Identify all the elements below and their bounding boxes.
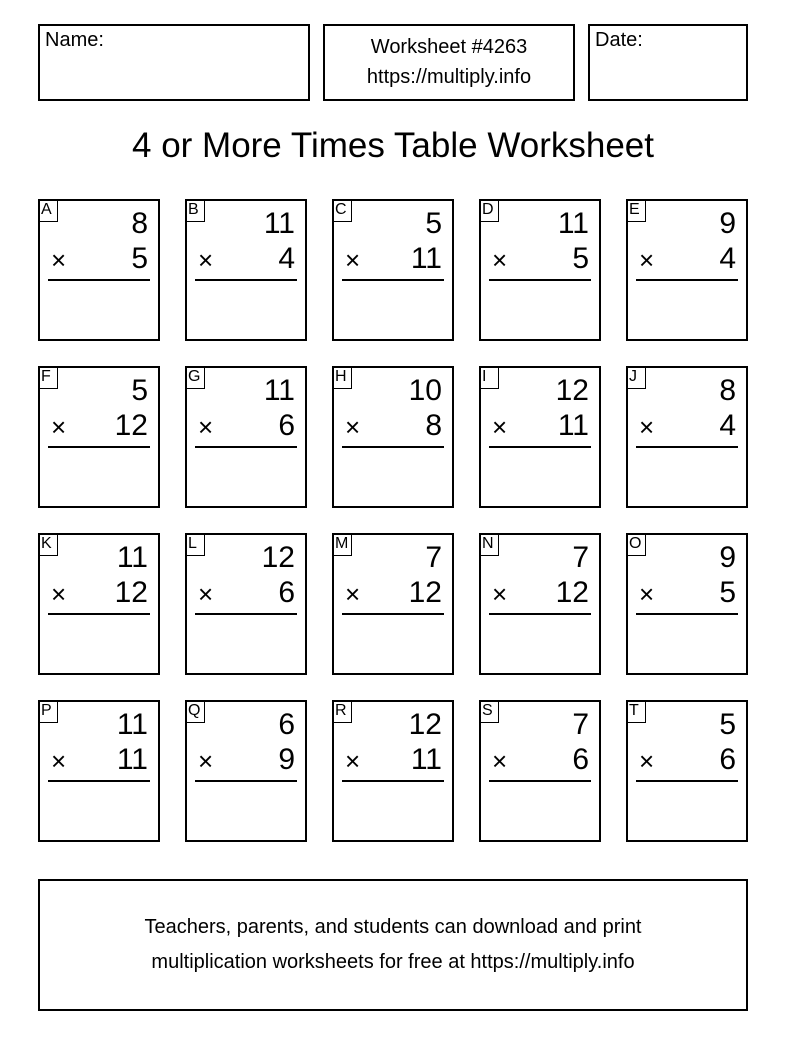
problem-box [332, 700, 454, 842]
multiplier: 5 [572, 242, 589, 275]
problem-letter: Q [185, 700, 205, 723]
problem-box [479, 700, 601, 842]
multiplier: 4 [719, 409, 736, 442]
multiplier: 8 [425, 409, 442, 442]
multiplicand: 9 [719, 207, 736, 240]
answer-line [342, 279, 444, 281]
problem-box [479, 533, 601, 675]
name-label: Name: [45, 29, 104, 51]
problem-letter: K [38, 533, 58, 556]
problem-box [626, 700, 748, 842]
problem-letter: O [626, 533, 646, 556]
multiplier: 12 [408, 576, 442, 609]
multiplier: 6 [719, 743, 736, 776]
problem-letter: R [332, 700, 352, 723]
problem-letter: N [479, 533, 499, 556]
answer-line [489, 279, 591, 281]
footer-line-1: Teachers, parents, and students can download and print [144, 916, 642, 938]
times-symbol: × [492, 579, 508, 609]
times-symbol: × [639, 245, 655, 275]
problem-letter: J [626, 366, 646, 389]
times-symbol: × [639, 579, 655, 609]
answer-line [48, 279, 150, 281]
multiplier: 6 [278, 576, 295, 609]
times-symbol: × [345, 579, 361, 609]
problem-letter: F [38, 366, 58, 389]
multiplicand: 10 [408, 374, 442, 407]
times-symbol: × [639, 412, 655, 442]
times-symbol: × [492, 245, 508, 275]
problem-box [185, 533, 307, 675]
problem-letter: E [626, 199, 646, 222]
answer-line [195, 279, 297, 281]
worksheet-url: https://multiply.info [366, 66, 532, 88]
problem-letter: I [479, 366, 499, 389]
problem-box [38, 199, 160, 341]
answer-line [636, 446, 738, 448]
problem-box [185, 366, 307, 508]
multiplier: 5 [719, 576, 736, 609]
name-field-box [38, 24, 310, 101]
answer-line [48, 613, 150, 615]
problem-box [332, 199, 454, 341]
multiplier: 9 [278, 743, 295, 776]
multiplicand: 12 [261, 541, 295, 574]
multiplicand: 11 [557, 207, 589, 240]
multiplier: 11 [410, 242, 442, 275]
answer-line [48, 780, 150, 782]
times-symbol: × [51, 579, 67, 609]
times-symbol: × [51, 245, 67, 275]
worksheet-number: Worksheet #4263 [370, 36, 528, 58]
times-symbol: × [198, 746, 214, 776]
problem-box [479, 199, 601, 341]
times-symbol: × [492, 412, 508, 442]
worksheet-info-box [323, 24, 575, 101]
date-label: Date: [595, 29, 643, 51]
problem-letter: T [626, 700, 646, 723]
multiplicand: 11 [116, 708, 148, 741]
problem-letter: C [332, 199, 352, 222]
problem-letter: L [185, 533, 205, 556]
problem-letter: G [185, 366, 205, 389]
answer-line [195, 613, 297, 615]
multiplier: 12 [114, 576, 148, 609]
problem-box [332, 366, 454, 508]
answer-line [636, 613, 738, 615]
answer-line [636, 279, 738, 281]
multiplier: 11 [410, 743, 442, 776]
problem-letter: A [38, 199, 58, 222]
times-symbol: × [345, 746, 361, 776]
times-symbol: × [198, 245, 214, 275]
problem-letter: P [38, 700, 58, 723]
answer-line [342, 613, 444, 615]
multiplicand: 7 [572, 541, 589, 574]
problem-letter: S [479, 700, 499, 723]
footer-box [38, 879, 748, 1011]
times-symbol: × [345, 245, 361, 275]
multiplicand: 7 [572, 708, 589, 741]
multiplicand: 9 [719, 541, 736, 574]
multiplicand: 8 [131, 207, 148, 240]
problem-box [626, 533, 748, 675]
problem-box [479, 366, 601, 508]
problem-letter: B [185, 199, 205, 222]
problem-box [38, 366, 160, 508]
multiplier: 5 [131, 242, 148, 275]
multiplier: 6 [278, 409, 295, 442]
times-symbol: × [492, 746, 508, 776]
multiplicand: 5 [131, 374, 148, 407]
problem-box [626, 366, 748, 508]
answer-line [489, 780, 591, 782]
problem-box [626, 199, 748, 341]
answer-line [489, 446, 591, 448]
answer-line [48, 446, 150, 448]
multiplicand: 5 [425, 207, 442, 240]
problem-box [332, 533, 454, 675]
times-symbol: × [345, 412, 361, 442]
multiplicand: 12 [408, 708, 442, 741]
multiplicand: 11 [263, 374, 295, 407]
multiplicand: 7 [425, 541, 442, 574]
problem-letter: M [332, 533, 352, 556]
times-symbol: × [198, 579, 214, 609]
multiplicand: 8 [719, 374, 736, 407]
times-symbol: × [51, 746, 67, 776]
multiplier: 11 [116, 743, 148, 776]
problem-letter: D [479, 199, 499, 222]
multiplier: 12 [555, 576, 589, 609]
multiplicand: 6 [278, 708, 295, 741]
problem-box [185, 199, 307, 341]
answer-line [342, 446, 444, 448]
answer-line [636, 780, 738, 782]
multiplicand: 11 [263, 207, 295, 240]
problem-letter: H [332, 366, 352, 389]
answer-line [195, 780, 297, 782]
multiplier: 6 [572, 743, 589, 776]
answer-line [195, 446, 297, 448]
multiplicand: 12 [555, 374, 589, 407]
date-field-box [588, 24, 748, 101]
multiplicand: 5 [719, 708, 736, 741]
multiplier: 12 [114, 409, 148, 442]
multiplier: 4 [278, 242, 295, 275]
multiplier: 4 [719, 242, 736, 275]
answer-line [489, 613, 591, 615]
page-title: 4 or More Times Table Worksheet [132, 126, 654, 165]
problem-box [38, 700, 160, 842]
answer-line [342, 780, 444, 782]
footer-line-2: multiplication worksheets for free at https://multiply.info [151, 951, 635, 973]
problem-box [38, 533, 160, 675]
multiplier: 11 [557, 409, 589, 442]
problem-box [185, 700, 307, 842]
times-symbol: × [51, 412, 67, 442]
times-symbol: × [639, 746, 655, 776]
multiplicand: 11 [116, 541, 148, 574]
times-symbol: × [198, 412, 214, 442]
